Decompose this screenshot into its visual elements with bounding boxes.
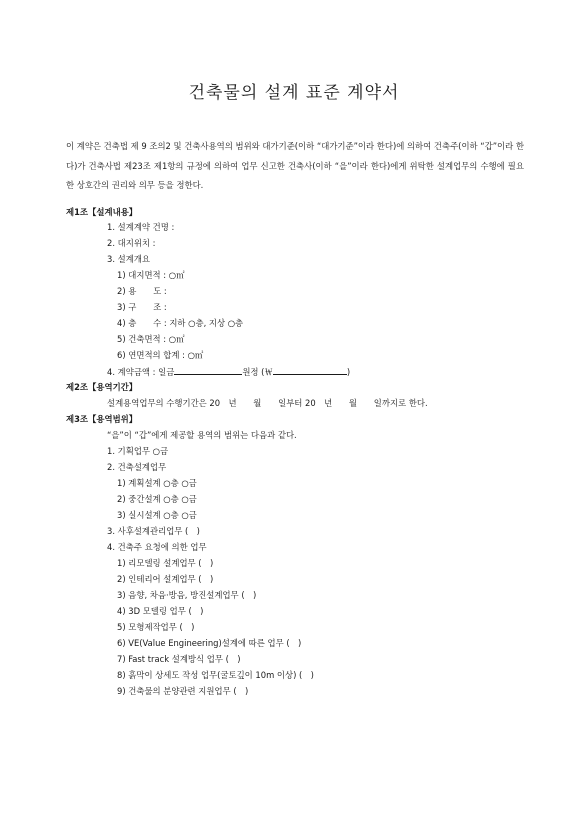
article1-sub2: 2) 용 도 : <box>117 286 167 296</box>
article3-item2-sub3: 3) 실시설계 ○층 ○금 <box>117 510 197 520</box>
article3-intro: “을”이 “갑”에게 제공할 용역의 범위는 다음과 같다. <box>107 430 297 440</box>
contract-amount-label: 4. 계약금액 : 일금 <box>107 367 175 377</box>
article3-item3: 3. 사후설계관리업무 ( ) <box>107 526 200 536</box>
amount-korean-blank[interactable] <box>174 365 242 375</box>
article3-item4-sub7: 7) Fast track 설계방식 업무 ( ) <box>117 654 241 664</box>
article1-sub5: 5) 건축면적 : ○㎡ <box>117 334 185 344</box>
amount-number-blank[interactable] <box>273 365 347 375</box>
article3-item4-sub3: 3) 음향, 차음·방음, 방진설계업무 ( ) <box>117 590 257 600</box>
article3-item2: 2. 건축설계업무 <box>107 462 167 472</box>
article1-item4 <box>107 365 350 378</box>
document-title: 건축물의 설계 표준 계약서 <box>188 83 400 103</box>
article1-sub1: 1) 대지면적 : ○㎡ <box>117 270 185 280</box>
article3-item2-sub1: 1) 계획설계 ○층 ○금 <box>117 478 197 488</box>
article3-item1: 1. 기획업무 ○금 <box>107 446 169 456</box>
contract-amount-suffix: ) <box>346 367 351 377</box>
article1-heading: 제1조【설계내용】 <box>66 207 138 217</box>
article1-sub4: 4) 층 수 : 지하 ○층, 지상 ○층 <box>117 318 244 328</box>
article3-item4-sub2: 2) 인테리어 설계업무 ( ) <box>117 574 214 584</box>
article3-item4-sub6: 6) VE(Value Engineering)설계에 따른 업무 ( ) <box>117 638 302 648</box>
article3-item4-sub1: 1) 리모델링 설계업무 ( ) <box>117 558 214 568</box>
article2-text: 설계용역업무의 수행기간은 20 년 월 일부터 20 년 월 일까지로 한다. <box>107 398 428 408</box>
article3-item4-sub9: 9) 건축물의 분양관련 지원업무 ( ) <box>117 686 249 696</box>
article3-item4-sub8: 8) 흙막이 상세도 작성 업무(굴토깊이 10m 이상) ( ) <box>117 670 314 680</box>
article3-heading: 제3조【용역범위】 <box>66 414 138 424</box>
contract-amount-mid: 원정 (￦ <box>242 367 273 377</box>
article1-item2: 2. 대지위치 : <box>107 238 156 248</box>
article1-item1: 1. 설계계약 건명 : <box>107 222 175 232</box>
article3-item4-sub5: 5) 모형제작업무 ( ) <box>117 622 195 632</box>
article3-item4: 4. 건축주 요청에 의한 업무 <box>107 542 207 552</box>
article3-item4-sub4: 4) 3D 모델링 업무 ( ) <box>117 606 204 616</box>
article1-sub3: 3) 구 조 : <box>117 302 167 312</box>
article1-item3: 3. 설계개요 <box>107 254 151 264</box>
article3-item2-sub2: 2) 중간설계 ○층 ○금 <box>117 494 197 504</box>
article1-sub6: 6) 연면적의 합계 : ○㎡ <box>117 350 204 360</box>
article2-heading: 제2조【용역기간】 <box>66 382 138 392</box>
intro-paragraph: 이 계약은 건축법 제 9 조의2 및 건축사용역의 범위와 대가기준(이하 “대가기준”이라 한다)에 의하여 건축주(이하 “갑”이라 한다)가 건축사법 제23조 제1항의 규정에 의하여 업무 신고한 건축사(이하 “을”이라 한다)에게 위탁한 설계업무의 수행에 필요한 상호간의 권리와 의무 등을 정한다. <box>66 141 524 190</box>
